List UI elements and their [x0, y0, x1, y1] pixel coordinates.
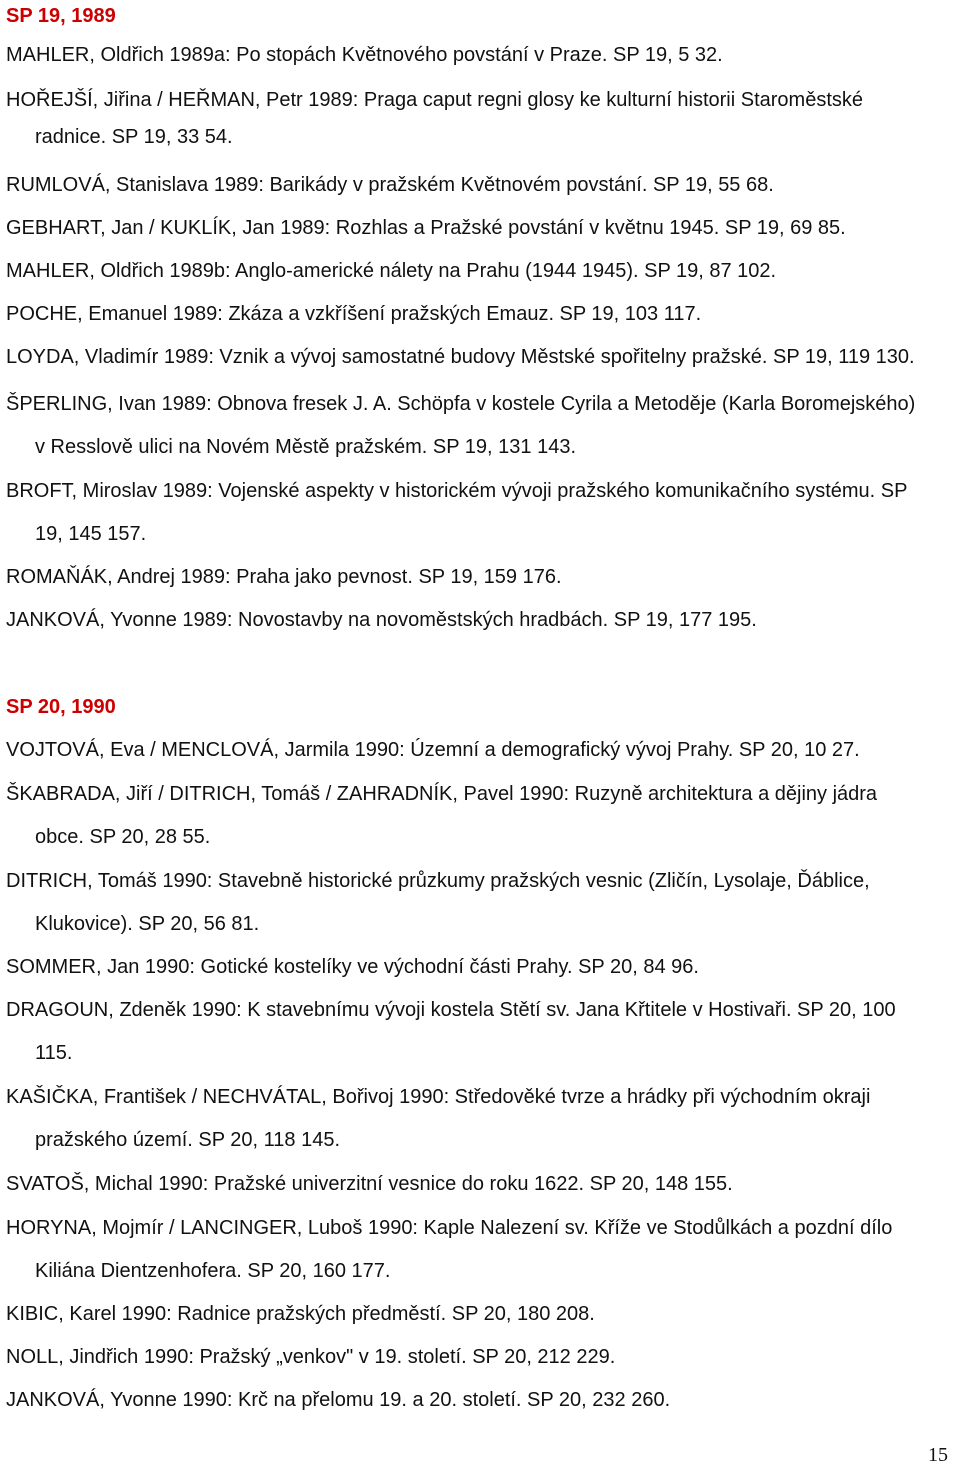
entry-text-continued: v Resslově ulici na Novém Městě pražském. SP 19, 131 143.	[35, 436, 576, 458]
bibliography-entry	[6, 250, 956, 293]
page-number: 15	[928, 1444, 948, 1466]
entry-text: GEBHART, Jan / KUKLÍK, Jan 1989: Rozhlas a Pražské povstání v květnu 1945. SP 19, 69 85.	[6, 217, 846, 239]
bibliography-entry	[6, 34, 956, 77]
entry-text: HOŘEJŠÍ, Jiřina / HEŘMAN, Petr 1989: Praga caput regni glosy ke kulturní historii Staroměstské	[6, 89, 864, 111]
bibliography-entry	[6, 1379, 956, 1422]
entry-text: LOYDA, Vladimír 1989: Vznik a vývoj samostatné budovy Městské spořitelny pražské. SP 19, 119 130.	[6, 346, 915, 368]
bibliography-entry	[6, 207, 956, 250]
bibliography-entry	[6, 729, 956, 772]
entry-text: DITRICH, Tomáš 1990: Stavebně historické průzkumy pražských vesnic (Zličín, Lysolaje, Ďáblice,	[6, 870, 870, 892]
section-heading-sp19: SP 19, 1989	[6, 5, 116, 27]
entry-text-continued: radnice. SP 19, 33 54.	[35, 126, 233, 148]
bibliography-entry	[6, 336, 956, 379]
bibliography-entry	[6, 470, 956, 556]
entry-text-continued: 115.	[35, 1042, 73, 1064]
bibliography-entry	[6, 1207, 956, 1293]
entry-text: JANKOVÁ, Yvonne 1989: Novostavby na novoměstských hradbách. SP 19, 177 195.	[6, 609, 757, 631]
bibliography-entry	[6, 599, 956, 642]
entry-text: JANKOVÁ, Yvonne 1990: Krč na přelomu 19. a 20. století. SP 20, 232 260.	[6, 1389, 671, 1411]
entry-text: VOJTOVÁ, Eva / MENCLOVÁ, Jarmila 1990: Územní a demografický vývoj Prahy. SP 20, 10 27.	[6, 739, 860, 761]
bibliography-entry	[6, 946, 956, 989]
entry-text-continued: 19, 145 157.	[35, 523, 147, 545]
bibliography-entry	[6, 1163, 956, 1206]
entry-text: ŠKABRADA, Jiří / DITRICH, Tomáš / ZAHRADNÍK, Pavel 1990: Ruzyně architektura a dějiny jádra	[6, 783, 878, 805]
entry-text: ROMAŇÁK, Andrej 1989: Praha jako pevnost. SP 19, 159 176.	[6, 566, 562, 588]
entry-text: BROFT, Miroslav 1989: Vojenské aspekty v historickém vývoji pražského komunikačního systému. SP	[6, 480, 908, 502]
entry-text: KAŠIČKA, František / NECHVÁTAL, Bořivoj 1990: Středověké tvrze a hrádky při východním okraji	[6, 1086, 871, 1108]
entry-text: HORYNA, Mojmír / LANCINGER, Luboš 1990: Kaple Nalezení sv. Kříže ve Stodůlkách a pozdní dílo	[6, 1217, 893, 1239]
bibliography-entry	[6, 1336, 956, 1379]
entry-text: SOMMER, Jan 1990: Gotické kostelíky ve východní části Prahy. SP 20, 84 96.	[6, 956, 699, 978]
entry-text-continued: Klukovice). SP 20, 56 81.	[35, 913, 260, 935]
entry-text: KIBIC, Karel 1990: Radnice pražských předměstí. SP 20, 180 208.	[6, 1303, 595, 1325]
bibliography-entry	[6, 383, 956, 469]
entry-text-continued: obce. SP 20, 28 55.	[35, 826, 211, 848]
entry-text: POCHE, Emanuel 1989: Zkáza a vzkříšení pražských Emauz. SP 19, 103 117.	[6, 303, 702, 325]
entry-text: NOLL, Jindřich 1990: Pražský „venkov" v 19. století. SP 20, 212 229.	[6, 1346, 616, 1368]
entry-text: MAHLER, Oldřich 1989a: Po stopách Květnového povstání v Praze. SP 19, 5 32.	[6, 44, 723, 66]
bibliography-entry	[6, 1076, 956, 1162]
entry-text: RUMLOVÁ, Stanislava 1989: Barikády v pražském Květnovém povstání. SP 19, 55 68.	[6, 174, 774, 196]
bibliography-entry	[6, 293, 956, 336]
entry-text: ŠPERLING, Ivan 1989: Obnova fresek J. A. Schöpfa v kostele Cyrila a Metoděje (Karla Boromejského)	[6, 393, 916, 415]
entry-text-continued: Kiliána Dientzenhofera. SP 20, 160 177.	[35, 1260, 391, 1282]
bibliography-entry	[6, 773, 956, 859]
entry-text: DRAGOUN, Zdeněk 1990: K stavebnímu vývoji kostela Stětí sv. Jana Křtitele v Hostivaři. SP 20, 100	[6, 999, 896, 1021]
section-heading-sp20: SP 20, 1990	[6, 696, 116, 718]
entry-text: MAHLER, Oldřich 1989b: Anglo-americké nálety na Prahu (1944 1945). SP 19, 87 102.	[6, 260, 777, 282]
entry-text: SVATOŠ, Michal 1990: Pražské univerzitní vesnice do roku 1622. SP 20, 148 155.	[6, 1173, 733, 1195]
bibliography-entry	[6, 79, 956, 153]
bibliography-entry	[6, 556, 956, 599]
entry-text-continued: pražského území. SP 20, 118 145.	[35, 1129, 341, 1151]
bibliography-entry	[6, 164, 956, 207]
bibliography-entry	[6, 1293, 956, 1336]
bibliography-entry	[6, 989, 956, 1075]
bibliography-entry	[6, 860, 956, 946]
